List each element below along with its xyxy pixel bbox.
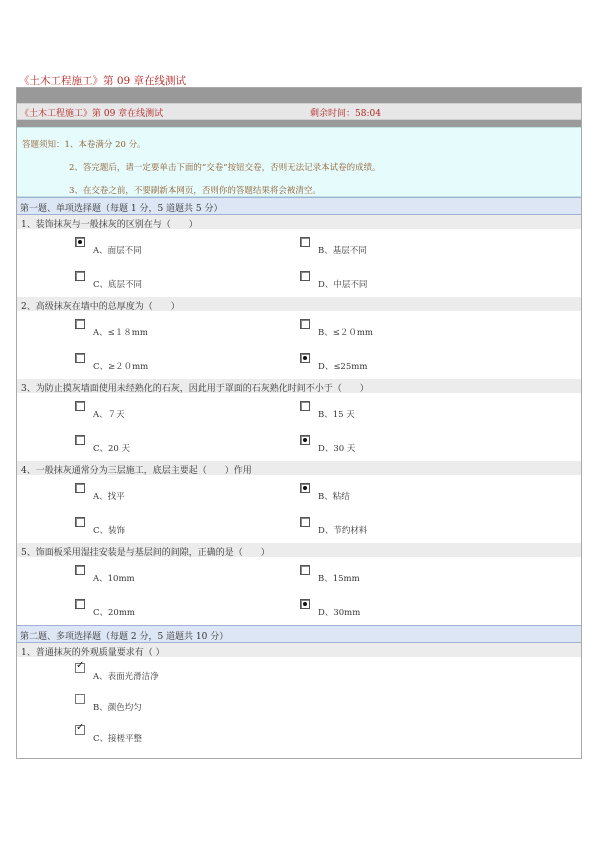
question-text: 1、普通抹灰的外观质量要求有（ ） [21,648,165,658]
exam-header [17,103,581,120]
option-label: A、10mm [93,574,135,584]
section-single-choice-title: 第一题、单项选择题（每题 1 分，5 道题共 5 分） [20,204,223,214]
option-label: A、找平 [93,492,125,502]
option-label: A、≤１８mm [93,328,148,338]
radio-button[interactable] [75,435,85,445]
instruction-1: 答题须知：1、本卷满分 20 分。 [22,140,146,150]
radio-button[interactable] [300,565,310,575]
radio-button[interactable] [75,319,85,329]
radio-button[interactable] [300,237,310,247]
exam-frame [16,87,582,759]
section-single-choice-header [17,197,581,215]
question-2 [17,297,581,379]
radio-button[interactable] [300,435,310,445]
radio-button[interactable] [300,271,310,281]
radio-button[interactable] [75,353,85,363]
checkbox[interactable] [75,725,85,735]
radio-button[interactable] [300,483,310,493]
question-text: 2、高级抹灰在墙中的总厚度为（ ） [21,302,180,312]
question-3 [17,379,581,461]
option-label: D、节约材料 [318,526,368,536]
instruction-2: 2、答完题后，请一定要单击下面的“交卷”按钮交卷，否则无法记录本试卷的成绩。 [69,163,381,173]
header-divider-band [17,120,581,127]
option-label: A、面层不同 [93,246,142,256]
radio-button[interactable] [75,483,85,493]
option-label: D、30mm [318,608,361,618]
instruction-3: 3、在交卷之前，不要刷新本网页，否则你的答题结果将会被清空。 [69,186,321,196]
option-label: B、颜色均匀 [93,703,142,713]
option-label: C、≥２０mm [93,362,149,372]
option-label: D、≤25mm [318,362,368,372]
radio-button[interactable] [300,401,310,411]
question-5 [17,543,581,625]
question-text: 4、一般抹灰通常分为三层施工，底层主要起（ ）作用 [21,466,252,476]
question-text: 5、饰面板采用湿挂安装是与基层间的间隙，正确的是（ ） [21,548,270,558]
radio-button[interactable] [300,353,310,363]
option-label: B、基层不同 [318,246,367,256]
radio-button[interactable] [300,517,310,527]
option-label: B、15mm [318,574,360,584]
checkbox[interactable] [75,663,85,673]
question-text: 1、装饰抹灰与一般抹灰的区别在与（ ） [21,220,198,230]
multi-question-1 [17,643,581,750]
radio-button[interactable] [75,517,85,527]
radio-button[interactable] [75,401,85,411]
option-label: C、接槎平整 [93,734,143,744]
exam-instructions [17,127,581,197]
radio-button[interactable] [300,599,310,609]
option-label: C、20mm [93,608,135,618]
option-label: A、７天 [93,410,125,420]
page-title: 《土木工程施工》第 09 章在线测试 [19,75,187,87]
question-4 [17,461,581,543]
remaining-time: 剩余时间：58:04 [310,109,381,119]
question-1 [17,215,581,297]
option-label: A、表面光滑洁净 [93,672,159,682]
checkbox[interactable] [75,694,85,704]
option-label: C、装饰 [93,526,126,536]
option-label: D、30 天 [318,444,356,454]
option-label: C、20 天 [93,444,131,454]
radio-button[interactable] [75,237,85,247]
radio-button[interactable] [75,565,85,575]
option-label: D、中层不同 [318,280,368,290]
radio-button[interactable] [75,599,85,609]
radio-button[interactable] [300,319,310,329]
radio-button[interactable] [75,271,85,281]
option-label: B、15 天 [318,410,355,420]
section-multiple-choice-header [17,625,581,643]
option-label: B、≤２０mm [318,328,373,338]
option-label: C、底层不同 [93,280,143,290]
exam-header-title: 《土木工程施工》第 09 章在线测试 [20,109,164,119]
top-band [17,88,581,103]
section-multiple-choice-title: 第二题、多项选择题（每题 2 分，5 道题共 10 分） [20,632,229,642]
option-label: B、粘结 [318,492,350,502]
question-text: 3、为防止摸灰墙面使用未经熟化的石灰，因此用于罩面的石灰熟化时间不小于（ ） [21,384,369,394]
